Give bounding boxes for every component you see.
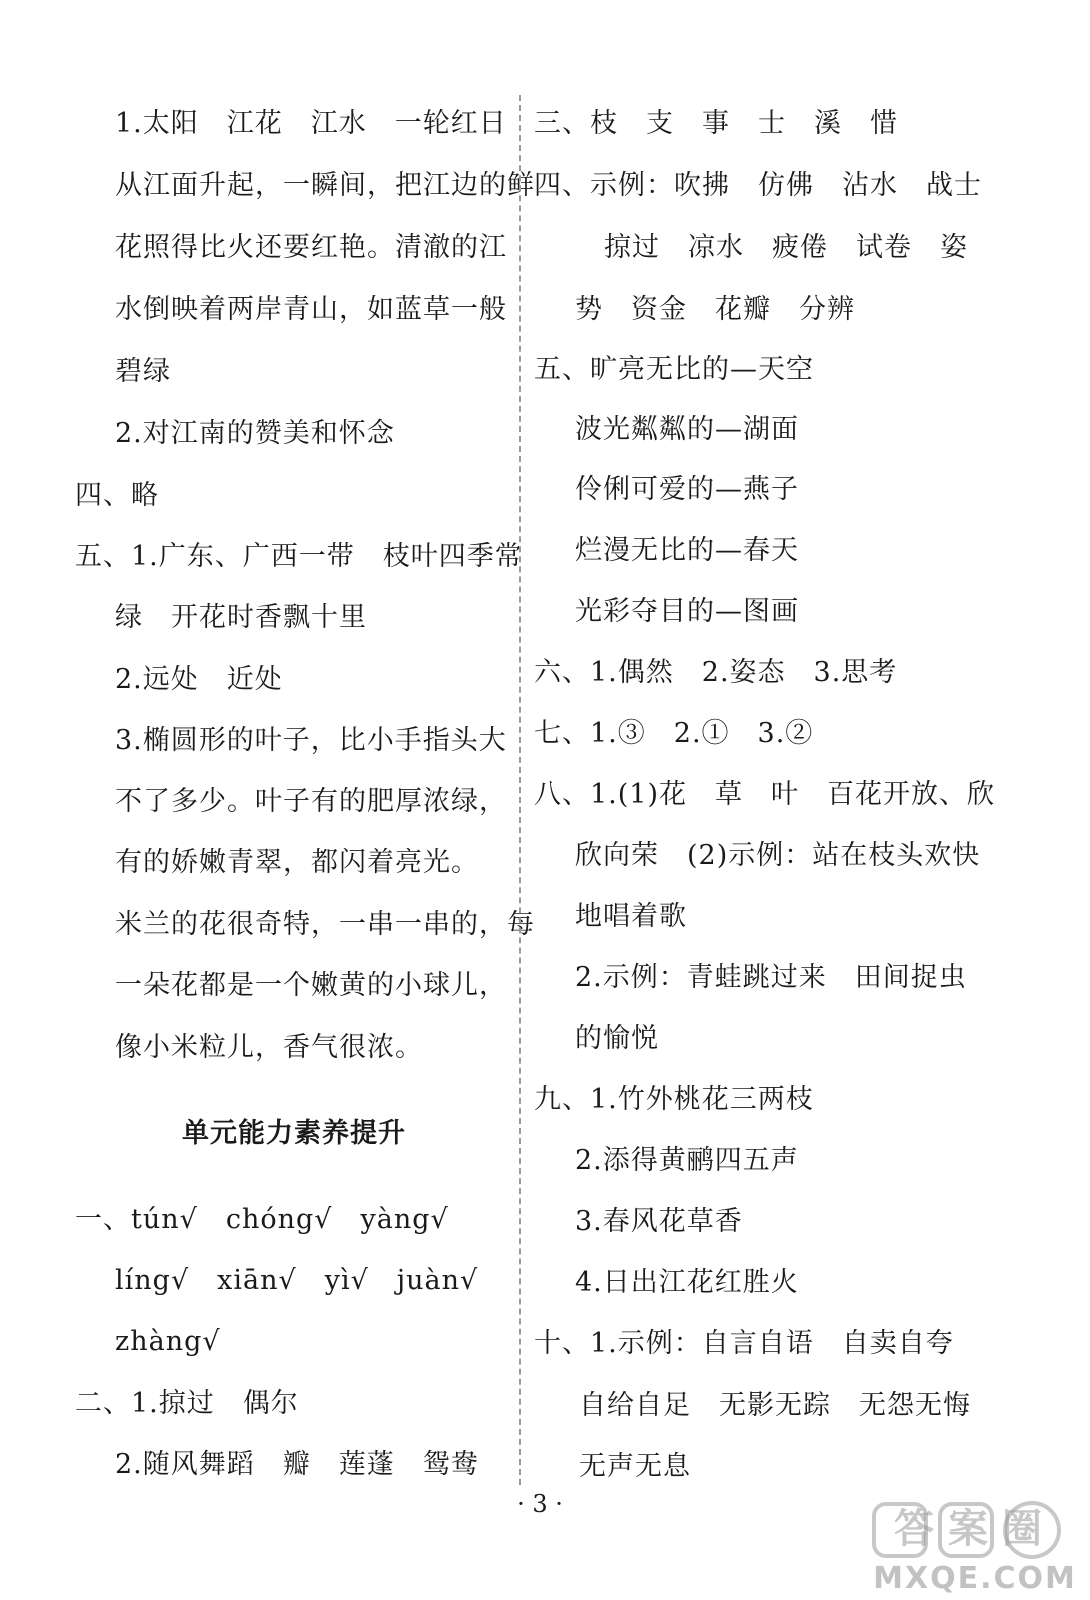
answer-line: 不了多少。叶子有的肥厚浓绿， [115,786,507,817]
section-five: 五、1.广东、广西一带 枝叶四季常 [75,541,523,572]
answer-line: 地唱着歌 [575,901,687,932]
section-four: 四、示例：吹拂 仿佛 沾水 战士 [534,170,982,201]
section-six: 六、1.偶然 2.姿态 3.思考 [534,657,898,688]
section-nine: 九、1.竹外桃花三两枝 [534,1084,814,1115]
answer-line: 有的娇嫩青翠，都闪着亮光。 [115,847,479,878]
answer-line: 3.椭圆形的叶子，比小手指头大 [115,725,507,756]
answer-line: 光彩夺目的—图画 [575,596,799,627]
answer-line: 烂漫无比的—春天 [575,535,799,566]
answer-line: 伶俐可爱的—燕子 [575,474,799,505]
section-ten: 十、1.示例：自言自语 自卖自夸 [534,1328,954,1359]
watermark-bottom-text: MXQE.COM [873,1561,1077,1595]
answer-line: 绿 开花时香飘十里 [115,602,367,633]
answer-line: 像小米粒儿，香气很浓。 [115,1032,423,1063]
watermark-logo [870,1500,1080,1595]
answer-line: 的愉悦 [575,1023,659,1054]
answer-line: 掠过 凉水 疲倦 试卷 姿 [604,232,968,263]
answer-line: 2.添得黄鹂四五声 [575,1145,799,1176]
answer-line: 碧绿 [115,356,171,387]
answer-line: 自给自足 无影无踪 无怨无悔 [579,1390,971,1421]
answer-line: 3.春风花草香 [575,1206,743,1237]
answer-line: 无声无息 [579,1451,691,1482]
answer-line: 4.日出江花红胜火 [575,1267,799,1298]
column-divider [519,95,521,1485]
section-five: 五、旷亮无比的—天空 [534,354,814,385]
answer-line: zhàng√ [115,1326,221,1357]
answer-line: 欣向荣 (2)示例：站在枝头欢快 [575,840,981,871]
watermark-top-text: 答案圈 [894,1506,1056,1552]
answer-line: líng√ xiān√ yì√ juàn√ [115,1265,479,1296]
answer-line: 从江面升起，一瞬间，把江边的鲜 [115,170,535,201]
answer-line: 米兰的花很奇特，一串一串的，每 [115,909,535,940]
section-seven: 七、1.③ 2.① 3.② [534,718,814,749]
answer-line: 2.示例：青蛙跳过来 田间捉虫 [575,962,967,993]
answer-line: 花照得比火还要红艳。清澈的江 [115,232,507,263]
section-heading: 单元能力素养提升 [182,1118,406,1149]
section-three: 三、枝 支 事 士 溪 惜 [534,108,898,139]
section-one: 一、tún√ chóng√ yàng√ [75,1204,449,1235]
answer-line: 势 资金 花瓣 分辨 [575,294,855,325]
section-eight: 八、1.(1)花 草 叶 百花开放、欣 [534,779,996,810]
answer-line: 一朵花都是一个嫩黄的小球儿， [115,970,507,1001]
answer-line: 波光粼粼的—湖面 [575,414,799,445]
answer-line: 2.对江南的赞美和怀念 [115,418,395,449]
page-number: · 3 · [517,1490,563,1518]
answer-line: 2.随风舞蹈 瓣 莲蓬 鸳鸯 [115,1449,479,1480]
answer-line: 1.太阳 江花 江水 一轮红日 [115,108,507,139]
answer-line: 水倒映着两岸青山，如蓝草一般 [115,294,507,325]
section-two: 二、1.掠过 偶尔 [75,1388,299,1419]
section-four: 四、略 [75,480,159,511]
answer-line: 2.远处 近处 [115,664,283,695]
